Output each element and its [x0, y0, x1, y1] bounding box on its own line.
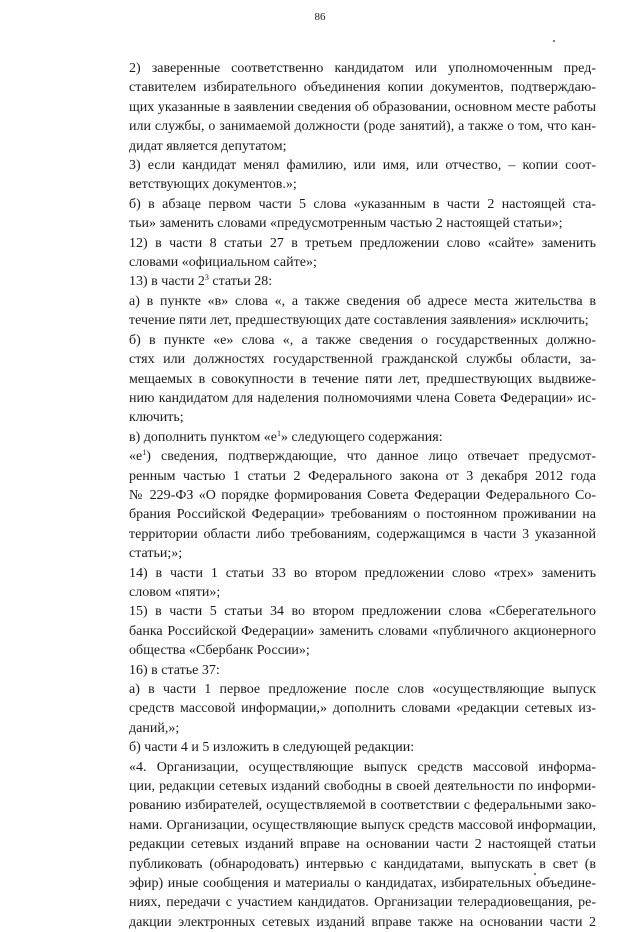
paragraph-item-3	[96, 156, 596, 195]
paragraph-subitem-b	[96, 331, 596, 428]
text-line: брания Российской Федерации» требованиям о постоянном проживании на	[129, 507, 596, 523]
text-line: «4. Организации, осуществляющие выпуск средств массовой информа-	[129, 759, 596, 775]
text-line: «$е^1$) сведения, подтверждающие, что данное лицо отвечает предусмот-	[129, 448, 596, 465]
document-body	[96, 59, 596, 932]
paragraph-part-4	[96, 758, 596, 932]
text-line: эфир) иные сообщения и материалы о кандидатах, избирательных объедине-	[129, 876, 596, 892]
text-line: стях или должностях государственной гражданской службы области, за-	[129, 352, 596, 368]
paragraph-item-12	[96, 234, 596, 273]
text-line: банка Российской Федерации» заменить словами «публичного акционерного	[129, 623, 596, 639]
text-line: 13) в части $2^3$ статьи 28:	[129, 273, 273, 290]
paragraph-item-14	[96, 564, 596, 603]
text-line: тьи» заменить словами «предусмотренным частью 2 настоящей статьи»;	[129, 216, 563, 232]
text-line: ставителем избирательного объединения копии документов, подтверждаю-	[129, 80, 596, 96]
text-line: дидат является депутатом;	[129, 138, 287, 154]
text-line: средств массовой информации,» дополнить словами «редакции сетевых из-	[129, 701, 596, 717]
paragraph-subitem-a	[96, 680, 596, 738]
text-line: 16) в статье 37:	[129, 662, 220, 678]
text-line: ключить;	[129, 410, 184, 426]
text-line: 14) в части 1 статьи 33 во втором предложении слово «трех» заменить	[129, 565, 596, 581]
text-line: статьи;»;	[129, 546, 183, 562]
paragraph-item-15	[96, 602, 596, 660]
text-line: или службы, о занимаемой должности (роде занятий), а также о том, что кан-	[129, 119, 596, 135]
text-line: щих указанные в заявлении сведения об образовании, основном месте работы	[129, 99, 596, 115]
text-line: даний,»;	[129, 720, 180, 736]
paragraph-subitem-b	[96, 195, 596, 234]
text-line: б) в пункте «е» слова «, а также сведения о государственных должно-	[129, 332, 596, 348]
text-line: № 229-ФЗ «О порядке формирования Совета Федерации Федерального Со-	[129, 487, 596, 503]
text-line: ветствующих документов.»;	[129, 177, 297, 193]
text-line: а) в пункте «в» слова «, а также сведения об адресе места жительства в	[129, 293, 596, 309]
text-line: течение пяти лет, предшествующих дате составления заявления» исключить;	[129, 313, 589, 329]
text-line: ции, редакции сетевых изданий свободны в своей деятельности по информи-	[129, 779, 596, 795]
text-line: рованию избирателей, осуществляемой в соответствии с федеральными зако-	[129, 798, 596, 814]
text-line: б) в абзаце первом части 5 слова «указанным в части 2 настоящей ста-	[129, 196, 596, 212]
superscript: 3	[204, 273, 209, 283]
text-line: б) части 4 и 5 изложить в следующей редакции:	[129, 740, 415, 756]
paragraph-item-2	[96, 59, 596, 156]
scan-speck	[534, 873, 536, 875]
paragraph-item-13	[96, 272, 596, 291]
text-line: нами. Организации, осуществляющие выпуск средств массовой информации,	[129, 817, 596, 833]
text-line: словом «пяти»;	[129, 584, 221, 600]
page-number: 86	[314, 11, 326, 23]
text-line: мещаемых в совокупности в течение пяти лет, предшествующих выдвиже-	[129, 371, 596, 387]
text-line: территории области либо требованиям, содержащимся в части 3 указанной	[129, 526, 596, 542]
paragraph-subitem-v	[96, 428, 596, 447]
text-line: ниях, передачи с участием кандидатов. Организации телерадиовещания, ре-	[129, 895, 596, 911]
text-line: публиковать (обнародовать) интервью с кандидатами, выпускать в свет (в	[129, 856, 596, 872]
paragraph-quoted-e1	[96, 447, 596, 563]
superscript: 1	[142, 448, 147, 458]
scan-speck	[553, 40, 555, 42]
text-line: 2) заверенные соответственно кандидатом или уполномоченным пред-	[129, 61, 596, 76]
paragraph-item-16	[96, 661, 596, 680]
text-line: нию кандидатом для наделения полномочиями члена Совета Федерации» ис-	[129, 390, 596, 406]
paragraph-subitem-b	[96, 738, 596, 757]
paragraph-subitem-a	[96, 292, 596, 331]
text-line: ренным частью 1 статьи 2 Федерального закона от 3 декабря 2012 года	[129, 468, 596, 484]
text-line: 12) в части 8 статьи 27 в третьем предложении слово «сайте» заменить	[129, 235, 596, 251]
text-line: 3) если кандидат менял фамилию, или имя, или отчество, – копии соот-	[129, 158, 596, 174]
text-line: общества «Сбербанк России»;	[129, 643, 310, 659]
text-line: словами «официальном сайте»;	[129, 255, 317, 271]
text-line: а) в части 1 первое предложение после слов «осуществляющие выпуск	[129, 682, 596, 697]
text-line: дакции электронных сетевых изданий вправе также на основании части 2	[129, 914, 596, 930]
text-line: редакции сетевых изданий вправе на основании части 2 настоящей статьи	[129, 837, 596, 853]
text-line: 15) в части 5 статьи 34 во втором предложении слова «Сберегательного	[129, 604, 596, 620]
text-line: в) дополнить пунктом «$е^1$» следующего содержания:	[129, 428, 443, 445]
superscript: 1	[277, 428, 282, 438]
